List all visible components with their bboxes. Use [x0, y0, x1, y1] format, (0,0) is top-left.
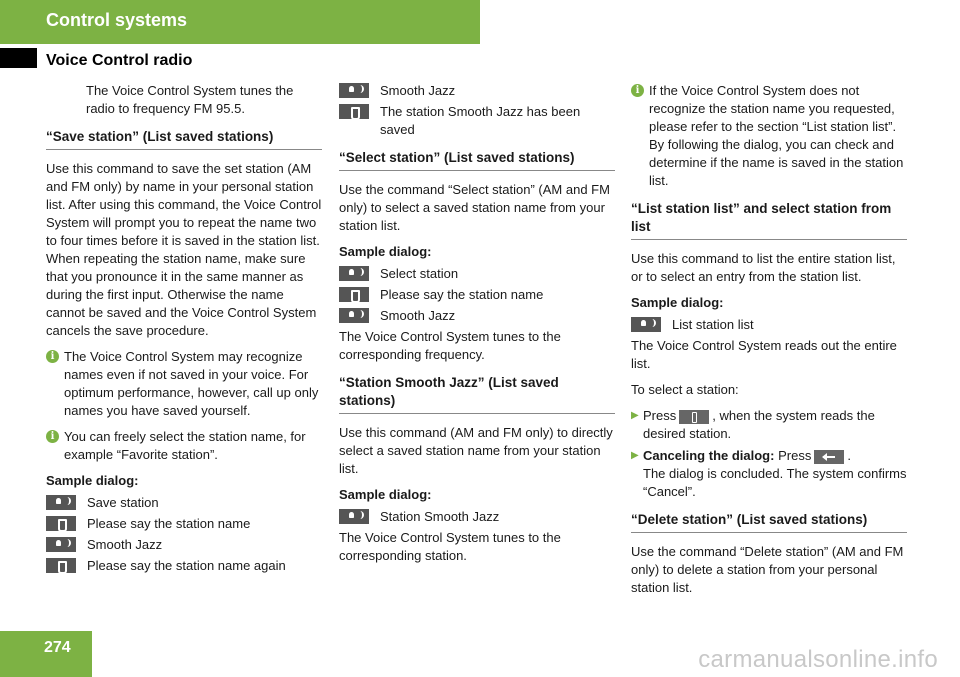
chapter-title: Control systems	[46, 10, 188, 30]
watermark: carmanualsonline.info	[698, 646, 938, 673]
reply-icon	[46, 558, 76, 573]
speak-icon	[46, 537, 76, 552]
speak-icon	[339, 83, 369, 98]
delete-station-heading: “Delete station” (List saved stations)	[631, 511, 907, 533]
back-button-icon	[814, 450, 844, 464]
station-smooth-jazz-result: The Voice Control System tunes to the corresponding station.	[339, 530, 561, 563]
dialog-line: Station Smooth Jazz	[339, 508, 615, 526]
sample-dialog-label: Sample dialog:	[631, 295, 724, 310]
info-icon: i	[46, 350, 59, 363]
speak-icon	[339, 509, 369, 524]
sample-dialog-label: Sample dialog:	[339, 487, 432, 502]
info-icon: i	[46, 430, 59, 443]
reply-icon	[339, 104, 369, 119]
to-select-label: To select a station:	[631, 382, 739, 397]
select-station-result: The Voice Control System tunes to the corresponding frequency.	[339, 329, 561, 362]
step-item: ▶ Canceling the dialog: Press . The dialog is concluded. The system confirms “Cancel”.	[631, 448, 907, 499]
reply-icon	[339, 287, 369, 302]
sample-dialog-label: Sample dialog:	[339, 244, 432, 259]
info-note: i You can freely select the station name, for example “Favorite station”.	[46, 428, 322, 464]
dialog-line: Please say the station name again	[46, 557, 322, 575]
column-3	[631, 82, 907, 605]
dialog-list	[46, 494, 322, 575]
save-station-body: Use this command to save the set station (AM and FM only) by name in your personal station list. After using this command, the Voice Control System will prompt you to repeat the name two to four times before it is saved in the station list. When repeating the station name, make sure that you pronounce it in the same manner as during the first input. Otherwise the name cannot be saved and the Voice Control System cancels the save procedure.	[46, 161, 322, 338]
section-title: Voice Control radio	[46, 52, 193, 69]
info-icon: i	[631, 84, 644, 97]
info-note: i The Voice Control System may recognize names even if not saved in your voice. For optimum performance, however, call up only names you have saved yourself.	[46, 348, 322, 420]
talk-button-icon	[679, 410, 709, 424]
speak-icon	[631, 317, 661, 332]
speak-icon	[339, 308, 369, 323]
speak-icon	[46, 495, 76, 510]
column-2	[339, 82, 615, 573]
info-note: i If the Voice Control System does not recognize the station name you requested, please refer to the section “List station list”. By following the dialog, you can check and determine if the name is saved in the station list.	[631, 82, 907, 190]
station-smooth-jazz-body: Use this command (AM and FM only) to directly select a saved station name from your station list.	[339, 425, 613, 476]
dialog-line: The station Smooth Jazz has been saved	[339, 103, 615, 139]
dialog-line: Please say the station name	[46, 515, 322, 533]
reply-icon	[46, 516, 76, 531]
save-station-heading: “Save station” (List saved stations)	[46, 128, 322, 150]
speak-icon	[339, 266, 369, 281]
page-number: 274	[44, 639, 71, 656]
select-station-heading: “Select station” (List saved stations)	[339, 149, 615, 171]
list-station-heading: “List station list” and select station from list	[631, 200, 907, 240]
dialog-line: Smooth Jazz	[46, 536, 322, 554]
section-marker	[0, 48, 37, 68]
dialog-line: Select station	[339, 265, 615, 283]
arrow-icon: ▶	[631, 450, 639, 461]
step-item: ▶ Press , when the system reads the desired station.	[631, 408, 875, 441]
dialog-line: List station list	[631, 316, 907, 334]
dialog-line: Save station	[46, 494, 322, 512]
intro-text: The Voice Control System tunes the radio to frequency FM 95.5.	[86, 83, 294, 116]
arrow-icon: ▶	[631, 410, 639, 421]
dialog-line: Please say the station name	[339, 286, 615, 304]
dialog-line: Smooth Jazz	[339, 82, 615, 100]
sample-dialog-label: Sample dialog:	[46, 473, 139, 488]
delete-station-body: Use the command “Delete station” (AM and FM only) to delete a station from your personal station list.	[631, 544, 904, 595]
dialog-line: Smooth Jazz	[339, 307, 615, 325]
list-station-body: Use this command to list the entire station list, or to select an entry from the station list.	[631, 251, 896, 284]
column-1	[46, 82, 322, 578]
station-smooth-jazz-heading: “Station Smooth Jazz” (List saved stations)	[339, 374, 615, 414]
select-station-body: Use the command “Select station” (AM and FM only) to select a saved station name from your station list.	[339, 182, 610, 233]
list-station-result: The Voice Control System reads out the entire list.	[631, 338, 897, 371]
